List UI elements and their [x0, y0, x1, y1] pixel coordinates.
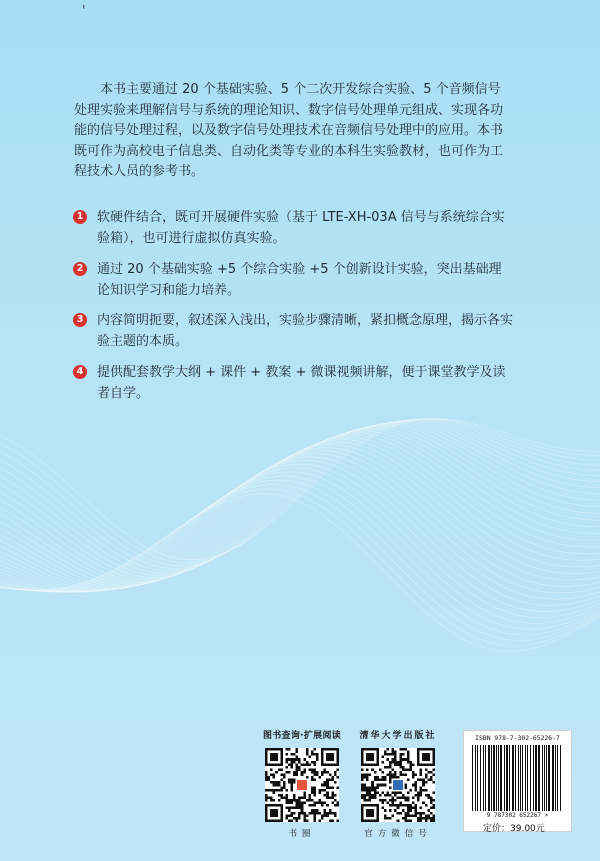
- feature-text: 通过 20 个基础实验 +5 个综合实验 +5 个创新设计实验，突出基础理论知识学习和能力培养。: [97, 261, 502, 298]
- isbn-barcode: [463, 730, 572, 832]
- book-introduction: 本书主要通过 20 个基础实验、5 个二次开发综合实验、5 个音频信号处理实验来理解信号与系统的理论知识、数字信号处理单元组成、实现各功能的信号处理过程，以及数字信号处理技术在音频信号处理中的应用。本书既可作为高校电子信息类、自动化类等专业的本科生实验教材，也可作为工程技术人员的参考书。: [74, 82, 504, 180]
- feature-text: 内容简明扼要，叙述深入浅出，实验步骤清晰，紧扣概念原理，揭示各实验主题的本质。: [97, 313, 514, 349]
- feature-list: [73, 207, 513, 413]
- feature-item: [73, 259, 513, 301]
- qr-caption: 书圈: [288, 829, 316, 839]
- barcode-digits: 9 787302 652267 >: [486, 812, 549, 819]
- qr-publisher-wechat: [358, 728, 438, 839]
- feature-item: [73, 362, 513, 404]
- feature-item: [73, 310, 513, 352]
- qr-code-icon[interactable]: [265, 748, 339, 822]
- feature-item: [73, 207, 513, 249]
- qr-caption: 官方微信号: [364, 829, 432, 839]
- barcode-icon: [470, 745, 565, 811]
- price-label: 定价：39.00元: [483, 824, 545, 834]
- qr-title: 清华大学出版社: [359, 731, 437, 741]
- number-badge: 1: [73, 210, 87, 224]
- feature-text: 提供配套教学大纲 + 课件 + 教案 + 微课视频讲解，便于课堂教学及读者自学。: [97, 364, 506, 401]
- top-mark: ': [82, 4, 86, 19]
- isbn-text: ISBN 978-7-302-65226-7: [475, 734, 560, 742]
- number-badge: 2: [73, 262, 87, 276]
- feature-text: 软硬件结合，既可开展硬件实验（基于 LTE-XH-03A 信号与系统综合实验箱），也可进行虚拟仿真实验。: [97, 210, 505, 246]
- qr-book-circle: [262, 728, 342, 839]
- qr-code-icon[interactable]: [361, 748, 435, 822]
- qr-title: 图书查询·扩展阅读: [262, 731, 342, 741]
- number-badge: 3: [73, 313, 87, 327]
- number-badge: 4: [73, 365, 87, 379]
